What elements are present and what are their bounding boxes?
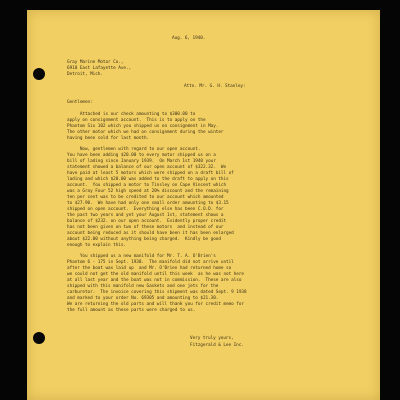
- letter-date: Aug. 6, 1940.: [172, 36, 206, 41]
- body-line: account being reduced as it should have been it has been enlarged: [67, 231, 234, 236]
- body-line: statement showed a balance of our open account of $322.32. We: [67, 165, 227, 170]
- body-line: after the boat was laid up and Mr. O'Brien had returned home so: [67, 266, 232, 271]
- body-line: and marked to your order No. 69305 and amounting to $21.30.: [67, 296, 219, 301]
- body-line: Now, gentlemen with regard to our open account.: [67, 147, 201, 152]
- body-line: to $27.90. We have had only one small order amounting to $3.15: [67, 201, 229, 206]
- body-line: lading and which $20.00 was added to the draft to apply on this: [67, 177, 229, 182]
- body-line: Phantom 6 - 175 in Sept. 1938. The manifold did not arrive until: [67, 260, 234, 265]
- body-line: ten per cent was to be credited to our account which amounted: [67, 195, 224, 200]
- recipient-line: Detroit, Mich.: [67, 72, 103, 77]
- body-line: balance of $232. on our open account. Evidently proper credit: [67, 219, 227, 224]
- body-line: Phantom Six 102 which you shipped us on consignment in May.: [67, 124, 219, 129]
- body-line: the past two years and yet your August 1st, statement shows a: [67, 213, 224, 218]
- attention-line: Attn. Mr. G. H. Stanley:: [184, 84, 246, 89]
- body-line: The other motor which we had on consignment during the winter: [67, 130, 224, 135]
- salutation: Gentlemen:: [67, 100, 93, 105]
- body-line: You shipped us a new manifold for Mr. T. A. O'Brien's: [67, 254, 216, 259]
- recipient-line: Gray Marine Motor Co.,: [67, 60, 124, 65]
- body-line: enough to explain this.: [67, 243, 126, 248]
- body-line: was a Gray Four 52 high speed at 20% discount and the remaining: [67, 189, 229, 194]
- recipient-line: 6910 East Lafayette Ave.,: [67, 66, 132, 71]
- body-line: about $22.00 without anything being charged. Kindly be good: [67, 237, 221, 242]
- punch-hole-bottom: [33, 332, 45, 344]
- punch-hole-top: [33, 68, 45, 80]
- signature-company: Fitzgerald & Lee Inc.: [190, 343, 244, 348]
- body-line: shipped on open account. Everything else has been C.O.D. for: [67, 207, 224, 212]
- body-line: carburetor. The invoice covering this shipment was dated Sept. 9 1938: [67, 290, 247, 295]
- body-line: having been sold for last month.: [67, 136, 150, 141]
- closing: Very truly yours,: [190, 336, 234, 341]
- body-line: the full amount as these parts were charged to us.: [67, 308, 196, 313]
- body-line: You have been adding $20.00 to every motor shipped us on a: [67, 153, 216, 158]
- body-line: have paid at least 5 motors which were shipped on a draft bill of: [67, 171, 234, 176]
- body-line: at all last year and the boat was not in commission. These are also: [67, 278, 242, 283]
- body-line: shipped with this manifold new Gaskets and one jets for the: [67, 284, 219, 289]
- body-line: account. You shipped a motor to Tinsley on Cape Vincent which: [67, 183, 227, 188]
- body-line: bill of lading since January 1939. On March 1st 1940 your: [67, 159, 216, 164]
- body-line: We are returning the old parts and will thank you for credit memo for: [67, 302, 244, 307]
- body-line: we could not get the old manifold until this week as he was not here: [67, 272, 244, 277]
- letter-page: [27, 10, 380, 400]
- body-line: Attached is our check amounting to $300.00 to: [67, 112, 196, 117]
- body-line: apply on consignment account. This is to apply on the: [67, 118, 206, 123]
- body-line: has not been given on two of these motors and instead of our: [67, 225, 224, 230]
